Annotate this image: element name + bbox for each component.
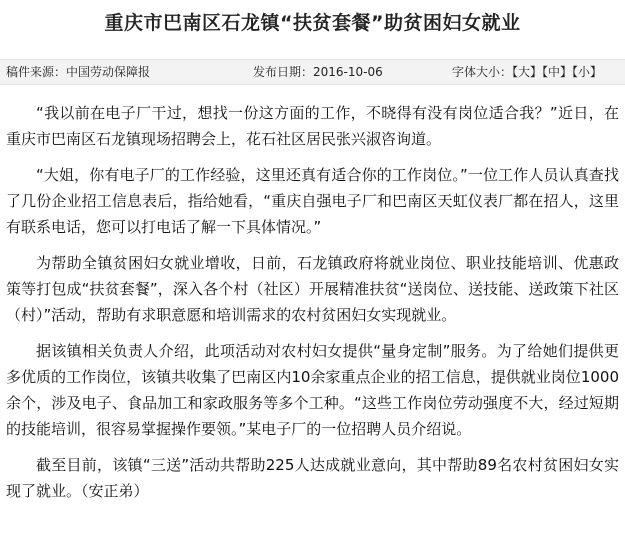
- article-title: 重庆市巴南区石龙镇“扶贫套餐”助贫困妇女就业: [104, 12, 521, 34]
- font-large-button[interactable]: 【大】: [512, 65, 543, 79]
- article-paragraph: “我以前在电子厂干过，想找一份这方面的工作，不晓得有没有岗位适合我？”近日，在重庆市巴南区石龙镇现场招聘会上，花石社区居民张兴淑咨询道。: [6, 104, 619, 148]
- source-label: 稿件来源：: [6, 65, 67, 79]
- article-body: [0, 100, 625, 514]
- article-paragraph: “大姐，你有电子厂的工作经验，这里还真有适合你的工作岗位。”一位工作人员认真查找了几份企业招工信息表后，指给她看，“重庆自强电子厂和巴南区天虹仪表厂都在招人，这里有联系电话，您可以打电话了解一下具体情况。”: [6, 166, 619, 236]
- date-label: 发布日期：: [253, 65, 314, 79]
- article-meta-bar: [0, 59, 625, 85]
- article-paragraph: 据该镇相关负责人介绍，此项活动对农村妇女提供“量身定制”服务。为了给她们提供更多优质的工作岗位，该镇共收集了巴南区内10余家重点企业的招工信息，提供就业岗位1000余个，涉及电子、食品加工和家政服务等多个工种。“这些工作岗位劳动强度不大，经过短期的技能培训，很容易掌握操作要领。”某电子厂的一位招聘人员介绍说。: [6, 342, 619, 438]
- publish-date-info: [253, 60, 383, 84]
- date-value: 2016-10-06: [313, 65, 383, 79]
- font-medium-button[interactable]: 【中】: [542, 65, 573, 79]
- font-size-controls: [452, 60, 602, 84]
- source-info: [6, 60, 150, 84]
- article-paragraph: 截至目前，该镇“三送”活动共帮助225人达成就业意向，其中帮助89名农村贫困妇女实现了就业。（安正弟）: [6, 456, 619, 500]
- font-size-label: 字体大小：: [452, 65, 513, 79]
- source-value: 中国劳动保障报: [66, 65, 151, 79]
- article-paragraph: 为帮助全镇贫困妇女就业增收，日前，石龙镇政府将就业岗位、职业技能培训、优惠政策等打包成“扶贫套餐”，深入各个村（社区）开展精准扶贫“送岗位、送技能、送政策下社区（村）”活动，帮助有求职意愿和培训需求的农村贫困妇女实现就业。: [6, 254, 619, 324]
- font-small-button[interactable]: 【小】: [572, 65, 603, 79]
